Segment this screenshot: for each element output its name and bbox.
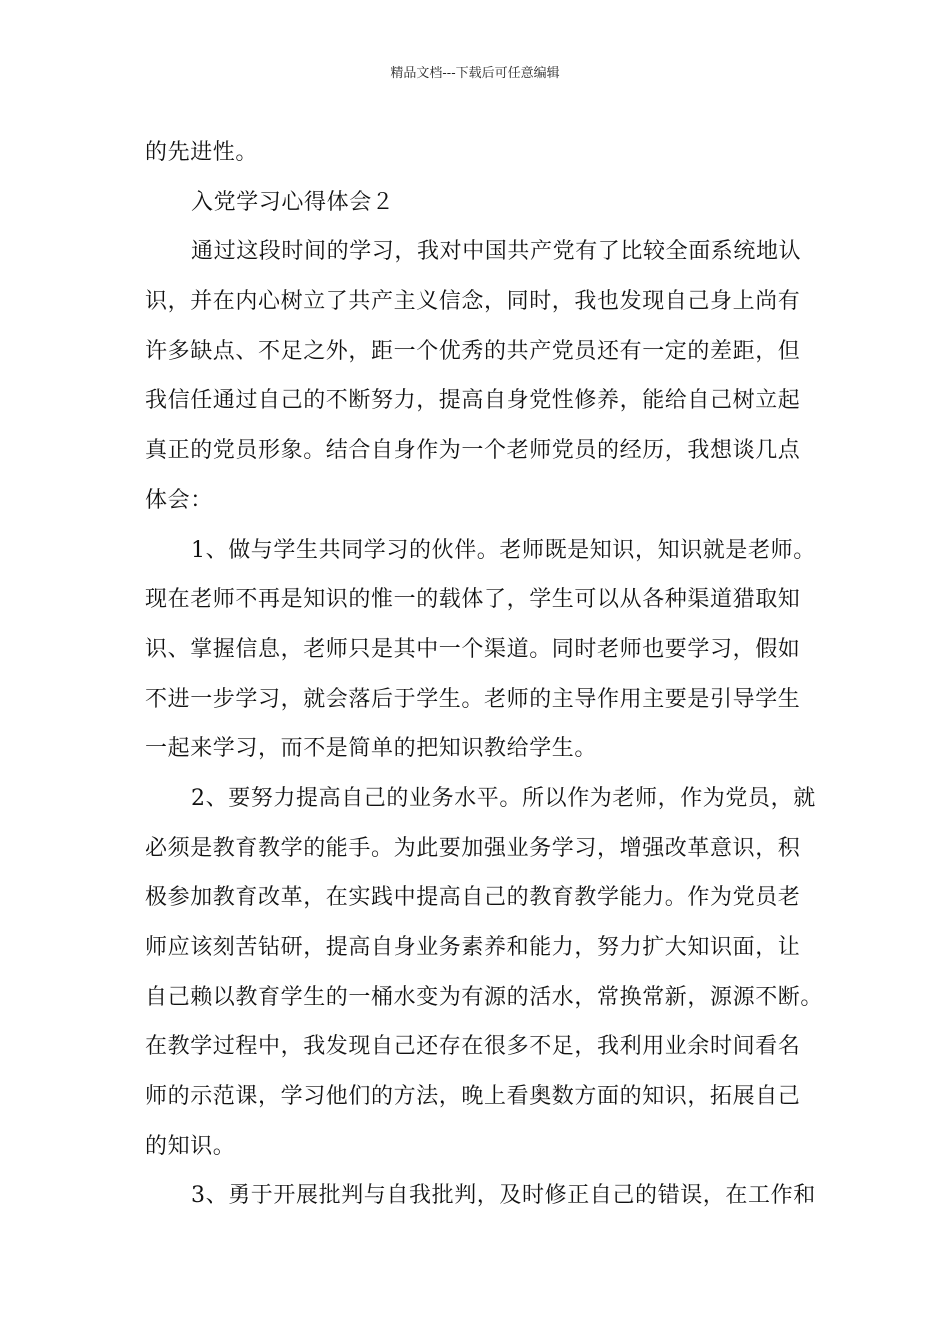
- text-line: 师的示范课，学习他们的方法，晚上看奥数方面的知识，拓展自己: [145, 1084, 801, 1110]
- text-line: 3、勇于开展批判与自我批判，及时修正自己的错误，在工作和: [191, 1183, 816, 1209]
- text-line: 自己赖以教育学生的一桶水变为有源的活水，常换常新，源源不断。: [145, 984, 824, 1010]
- text-line: 2、要努力提高自己的业务水平。所以作为老师，作为党员，就: [191, 785, 816, 811]
- text-line: 1、做与学生共同学习的伙伴。老师既是知识，知识就是老师。: [191, 537, 816, 563]
- text-line: 必须是教育教学的能手。为此要加强业务学习，增强改革意识，积: [145, 835, 801, 861]
- text-line: 极参加教育改革，在实践中提高自己的教育教学能力。作为党员老: [145, 885, 801, 911]
- text-line: 识，并在内心树立了共产主义信念，同时，我也发现自己身上尚有: [145, 289, 801, 315]
- text-line: 不进一步学习，就会落后于学生。老师的主导作用主要是引导学生: [145, 686, 801, 712]
- text-line: 真正的党员形象。结合自身作为一个老师党员的经历，我想谈几点: [145, 438, 801, 464]
- text-line: 体会：: [145, 487, 213, 513]
- section-heading: 入党学习心得体会２: [191, 189, 395, 215]
- text-line: 识、掌握信息，老师只是其中一个渠道。同时老师也要学习，假如: [145, 636, 801, 662]
- page-header: 精品文档---下载后可任意编辑: [390, 66, 560, 81]
- text-line: 许多缺点、不足之外，距一个优秀的共产党员还有一定的差距，但: [145, 338, 801, 364]
- text-line: 现在老师不再是知识的惟一的载体了，学生可以从各种渠道猎取知: [145, 587, 801, 613]
- text-line: 的先进性。: [145, 140, 259, 165]
- text-line: 我信任通过自己的不断努力，提高自身党性修养，能给自己树立起: [145, 388, 801, 414]
- document-body: [145, 128, 845, 1221]
- text-line: 在教学过程中，我发现自己还存在很多不足，我利用业余时间看名: [145, 1034, 801, 1060]
- text-line: 通过这段时间的学习，我对中国共产党有了比较全面系统地认: [191, 239, 802, 265]
- text-line: 一起来学习，而不是简单的把知识教给学生。: [145, 736, 598, 762]
- text-line: 师应该刻苦钻研，提高自身业务素养和能力，努力扩大知识面，让: [145, 935, 801, 960]
- text-line: 的知识。: [145, 1133, 236, 1159]
